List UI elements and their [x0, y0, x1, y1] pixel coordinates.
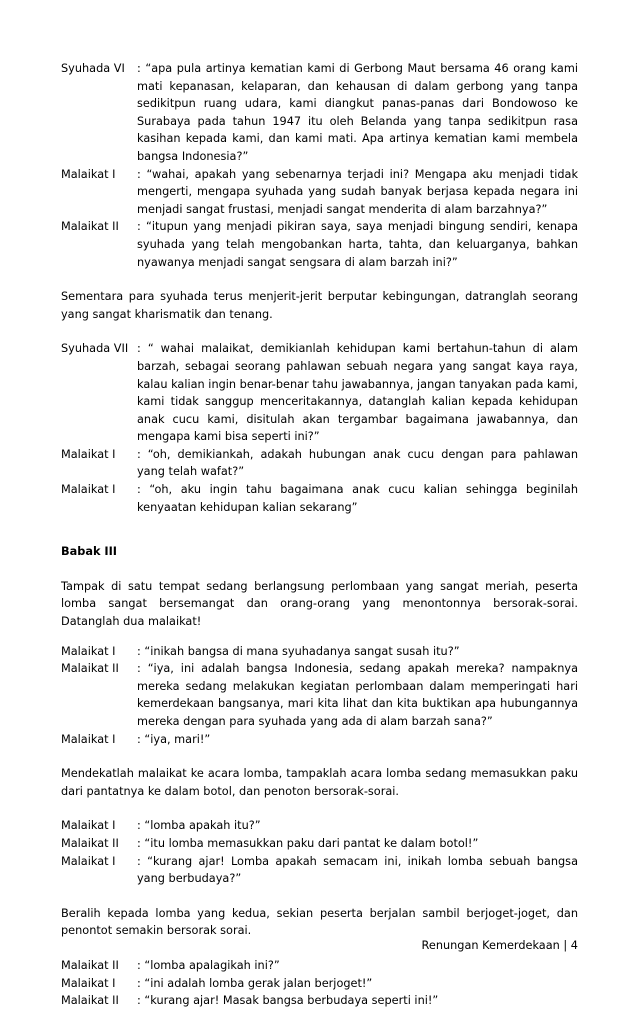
dialog-text: : “wahai, apakah yang sebenarnya terjadi ini? Mengapa aku menjadi tidak mengerti, mengapa syuhada yang sudah banyak berjasa kepada negara ini menjadi sangat frustasi, menjadi sangat menderita di alam barzahnya?” — [137, 167, 578, 216]
speaker-name: Malaikat I — [61, 732, 116, 746]
speaker-name: Syuhada VII — [61, 342, 129, 356]
dialog-text: : “iya, ini adalah bangsa Indonesia, sedang apakah mereka? nampaknya mereka sedang melakukan kegiatan perlombaan dalam memperingati hari kemerdekaan bangsanya, mari kita lihat dan kita buktikan apa hubungannya mereka dengan para syuhada yang ada di alam barzah sana?” — [137, 662, 578, 728]
dialog-text: : “lomba apakah itu?” — [137, 819, 261, 833]
dialog-text: : “ini adalah lomba gerak jalan berjoget!” — [137, 976, 373, 990]
speaker-name: Malaikat I — [61, 483, 116, 497]
speaker-name: Malaikat II — [61, 836, 119, 850]
narration-paragraph: Sementara para syuhada terus menjerit-jerit berputar kebingungan, datranglah seorang yang sangat kharismatik dan tenang. — [61, 290, 578, 321]
speaker-name: Syuhada VI — [61, 62, 125, 75]
dialog-text: : “itupun yang menjadi pikiran saya, saya menjadi bingung sendiri, kenapa syuhada yang telah mengobankan harta, tahta, dan keluarganya, bahkan nyawanya menjadi sangat sengsara di alam barzah ini?” — [137, 220, 578, 269]
narration-paragraph: Beralih kepada lomba yang kedua, sekian peserta berjalan sambil berjoget-joget, dan penontot semakin bersorak sorai. — [61, 906, 578, 938]
dialog-line — [61, 731, 578, 749]
dialog-text: : “oh, aku ingin tahu bagaimana anak cucu kalian sehingga beginilah kenyaatan kehidupan kalian sekarang” — [137, 483, 578, 514]
dialog-text: : “apa pula artinya kematian kami di Gerbong Maut bersama 46 orang kami mati kepanasan, kelaparan, dan kehausan di dalam gerbong yang tanpa sedikitpun ruang udara, kami diangkut panas-panas dari Bondowoso ke Surabaya pada tahun 1947 itu oleh Belanda yang tanpa sedikitpun rasa kasihan kepada kami, dan kami mati. Apa artinya kematian kami membela bangsa Indonesia?” — [137, 62, 578, 163]
speaker-name: Malaikat II — [61, 994, 119, 1008]
dialog-line — [61, 817, 578, 835]
speaker-name: Malaikat II — [61, 662, 119, 676]
dialog-text: : “ wahai malaikat, demikianlah kehidupan kami bertahun-tahun di alam barzah, sebagai seorang pahlawan sebuah negara yang sangat kaya raya, kalau kalian ingin benar-benar tahu jawabannya, jangan tanyakan pada kami, kami tidak sanggup menceritakannya, datanglah kalian kepada kehidupan anak cucu kami, disitulah akan tergambar bagaimana jawabannya, dan mengapa kami bisa seperti ini?” — [137, 342, 578, 444]
dialog-line — [61, 218, 578, 271]
speaker-name: Malaikat I — [61, 854, 116, 868]
narration-paragraph: Tampak di satu tempat sedang berlangsung perlombaan yang sangat meriah, peserta lomba sangat bersemangat dan orang-orang yang menontonnya bersorak-sorai. Datanglah dua malaikat! — [61, 579, 578, 629]
dialog-line — [61, 166, 578, 219]
dialog-text: : “inikah bangsa di mana syuhadanya sangat susah itu?” — [137, 644, 460, 658]
section-heading: Babak III — [61, 545, 117, 559]
dialog-line — [61, 853, 578, 888]
dialog-line — [61, 60, 578, 166]
dialog-text: : “iya, mari!” — [137, 732, 211, 746]
page-footer: Renungan Kemerdekaan | 4 — [421, 939, 578, 952]
speaker-name: Malaikat I — [61, 644, 116, 658]
speaker-name: Malaikat I — [61, 976, 116, 990]
speaker-name: Malaikat II — [61, 958, 119, 972]
dialog-text: : “kurang ajar! Lomba apakah semacam ini, inikah lomba sebuah bangsa yang berbudaya?” — [137, 854, 578, 886]
dialog-line — [61, 340, 578, 446]
dialog-line — [61, 835, 578, 853]
dialog-line — [61, 446, 578, 481]
dialog-text: : “itu lomba memasukkan paku dari pantat ke dalam botol!” — [137, 836, 479, 850]
dialog-line — [61, 643, 578, 661]
dialog-line — [61, 660, 578, 730]
dialog-line — [61, 975, 578, 993]
dialog-line — [61, 992, 578, 1010]
narration-paragraph: Mendekatlah malaikat ke acara lomba, tampaklah acara lomba sedang memasukkan paku dari pantatnya ke dalam botol, dan penoton bersorak-sorai. — [61, 767, 578, 798]
speaker-name: Malaikat I — [61, 819, 116, 833]
dialog-line — [61, 481, 578, 516]
speaker-name: Malaikat I — [61, 167, 116, 181]
dialog-line — [61, 957, 578, 975]
document-page — [61, 60, 578, 1010]
speaker-name: Malaikat I — [61, 447, 116, 461]
dialog-text: : “kurang ajar! Masak bangsa berbudaya seperti ini!” — [137, 994, 439, 1008]
dialog-text: : “lomba apalagikah ini?” — [137, 958, 280, 972]
speaker-name: Malaikat II — [61, 220, 119, 234]
dialog-text: : “oh, demikiankah, adakah hubungan anak cucu dengan para pahlawan yang telah wafat?” — [137, 447, 578, 479]
